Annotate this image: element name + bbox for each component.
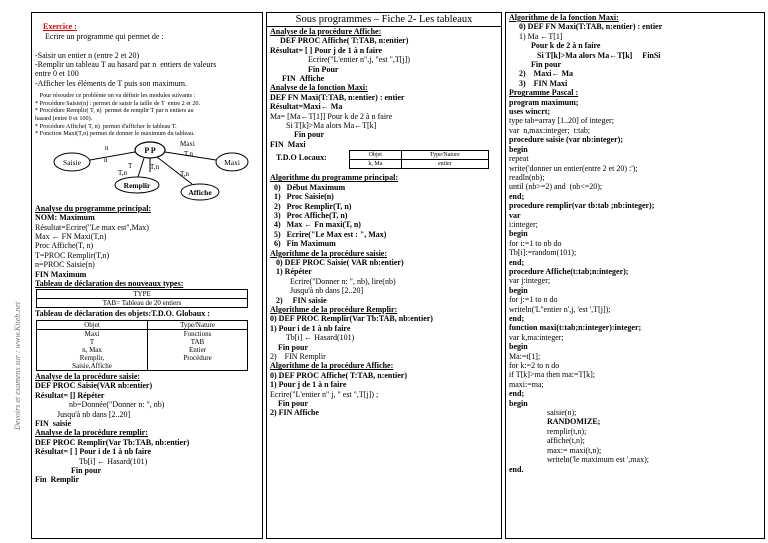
pascal-line-9: program maximum; bbox=[509, 97, 579, 107]
algo-line-24: Fin pour bbox=[270, 399, 309, 409]
algo-line-15: 0) DEF PROC Remplir(Var Tb:TAB, nb:entier) bbox=[270, 314, 433, 324]
objects-table bbox=[36, 320, 248, 371]
algo-line-10: 1) Répéter bbox=[270, 267, 312, 277]
pascal-line-10: uses wincrt; bbox=[509, 107, 551, 117]
object-type-cell: Type/Nature bbox=[148, 320, 248, 329]
pascal-line-0: Algorithme de la fonction Maxi: bbox=[509, 13, 619, 22]
diagram-t1: T bbox=[128, 161, 133, 170]
pascal-program bbox=[506, 13, 764, 474]
algo-line-7: 6) Fin Maximum bbox=[270, 239, 336, 249]
pascal-line-6: 2) Maxi← Ma bbox=[509, 69, 573, 79]
algo-line-9: 0) DEF PROC Saisie( VAR nb:entier) bbox=[270, 257, 404, 267]
note-line-5: * Fonction Maxi(T,n) permet de donner le maximum du tableau. bbox=[35, 130, 195, 138]
pascal-line-35: begin bbox=[509, 342, 528, 352]
col2-analysis-line-9: Ma= [Ma←T[1]] Pour k de 2 à n faire bbox=[270, 111, 393, 121]
object-type-cell: Entier bbox=[148, 346, 248, 354]
col2-analysis-line-6: Analyse de la fonction Maxi: bbox=[270, 83, 368, 93]
pascal-line-40: end; bbox=[509, 389, 525, 399]
algo-line-22: 1) Pour j de 1 à n faire bbox=[270, 380, 347, 390]
analysis-line-4: Proc Affiche(T, n) bbox=[35, 241, 94, 251]
object-type-cell: Procédure bbox=[148, 354, 248, 362]
proc-analysis-line-6: Analyse de la procédure remplir: bbox=[35, 428, 148, 438]
algo-line-8: Algorithme de la procédure saisie: bbox=[270, 248, 388, 258]
pascal-line-37: for k:=2 to n do bbox=[509, 361, 560, 371]
pascal-line-3: Pour k de 2 à n faire bbox=[509, 41, 601, 51]
diagram-pp: P P bbox=[144, 145, 156, 155]
pascal-line-7: 3) FIN Maxi bbox=[509, 78, 568, 88]
diagram-maxi: Maxi bbox=[224, 157, 240, 167]
algo-line-3: 2) Proc Remplir(T, n) bbox=[270, 201, 352, 211]
types-table bbox=[36, 289, 248, 308]
col2-analysis-line-12: FIN Maxi bbox=[270, 139, 306, 149]
note-line-4: * Procédure Affiche( T, n) permet d'afficher le tableau T. bbox=[35, 122, 177, 130]
diagram-maxi-top: Maxi bbox=[180, 139, 195, 148]
algo-line-2: 1) Proc Saisie(n) bbox=[270, 192, 334, 202]
proc-analysis-line-10: Fin pour bbox=[35, 465, 102, 475]
diagram-n1: n bbox=[105, 143, 109, 152]
pascal-line-4: Si T[k]>Ma alors Ma←T[k] FinSi bbox=[509, 50, 661, 60]
objects-row bbox=[37, 354, 248, 362]
pascal-line-22: i:integer; bbox=[509, 219, 538, 229]
pascal-line-39: maxi:=ma; bbox=[509, 379, 544, 389]
proc-analysis-line-2: Résultat= [] Répéter bbox=[35, 390, 105, 400]
analysis-line-7: FIN Maximum bbox=[35, 269, 87, 279]
pascal-line-27: procedure Affiche(t:tab;n:integer); bbox=[509, 266, 629, 276]
exercise-heading bbox=[32, 13, 262, 51]
pascal-line-31: writeln('L''entier n',j, 'est ',T[j]); bbox=[509, 304, 611, 314]
pascal-line-33: function maxi(t:tab;n:integer):integer; bbox=[509, 323, 642, 333]
analysis-line-3: Max ← FN Maxi(T,n) bbox=[35, 232, 107, 242]
diagram-affiche: Affiche bbox=[188, 187, 212, 197]
main-program-analysis bbox=[32, 204, 262, 289]
algo-line-6: 5) Ecrire("Le Max est : ", Max) bbox=[270, 229, 387, 239]
algo-line-12: Jusqu'à nb dans [2..20] bbox=[270, 286, 364, 296]
tdo-r0: k, Ma bbox=[350, 160, 402, 169]
pascal-line-17: readln(nb); bbox=[509, 172, 545, 182]
pascal-line-28: var j:integer; bbox=[509, 276, 551, 286]
pascal-line-46: max:= maxi(t,n); bbox=[509, 445, 602, 455]
algo-line-5: 4) Max ← Fn maxi(T, n) bbox=[270, 220, 361, 230]
proc-analysis-line-3: nb=Donnée("Donner n: ", nb) bbox=[35, 400, 165, 410]
exercise-lines bbox=[32, 51, 262, 89]
tdo-locaux bbox=[267, 149, 501, 169]
algo-line-23: Ecrire("L'entier n" j, " est ",T[j]) ; bbox=[270, 389, 379, 399]
proc-analysis-line-8: Résultat= [ ] Pour i de 1 à nb faire bbox=[35, 447, 152, 457]
exercise-line-3: entre 0 et 100 bbox=[35, 69, 79, 79]
exercise-line-0: Ecrire un programme qui permet de : bbox=[43, 31, 164, 41]
algo-line-4: 3) Proc Affiche(T, n) bbox=[270, 210, 348, 220]
pascal-line-47: writeln('le maximum est ',max); bbox=[509, 455, 649, 465]
pascal-line-43: RANDOMIZE; bbox=[509, 417, 601, 427]
object-type-cell bbox=[148, 362, 248, 371]
procedures-analysis bbox=[32, 372, 262, 485]
pascal-line-5: Fin pour bbox=[509, 60, 562, 70]
column-2 bbox=[266, 12, 502, 539]
diagram-tn4: T,n bbox=[180, 169, 190, 178]
algo-line-17: Tb[i] ← Hasard(101) bbox=[270, 333, 355, 343]
pascal-line-1: 0) DEF FN Maxi(T:TAB, n:entier) : entier bbox=[509, 22, 663, 32]
analysis-line-6: n=PROC Saisie(n) bbox=[35, 260, 95, 270]
pascal-line-8: Programme Pascal : bbox=[509, 88, 579, 98]
analysis-line-5: T=PROC Remplir(T,n) bbox=[35, 250, 110, 260]
proc-analysis-line-7: DEF PROC Remplir(Var Tb:TAB, nb:entier) bbox=[35, 437, 190, 447]
object-name-cell: n, Max bbox=[37, 346, 148, 354]
types-header: TYPE bbox=[37, 290, 248, 299]
objects-row bbox=[37, 320, 248, 329]
diagram-saisie: Saisie bbox=[63, 157, 81, 167]
diagram-tn1: T,n bbox=[184, 149, 194, 158]
col2-analysis-line-2: Résultat= [ ] Pour j de 1 à n faire bbox=[270, 45, 383, 55]
pascal-line-25: Tb[i]:=random(101); bbox=[509, 248, 577, 258]
proc-analysis-line-0: Analyse de la procédure saisie: bbox=[35, 371, 141, 381]
objects-row bbox=[37, 362, 248, 371]
object-name-cell: Saisie,Affiche bbox=[37, 362, 148, 371]
pascal-line-42: saisie(n); bbox=[509, 408, 577, 418]
note-line-0: Pour résoudre ce problème on va définir les modules suivants : bbox=[35, 92, 196, 100]
object-name-cell: T bbox=[37, 338, 148, 346]
diagram-tn2: T,n bbox=[150, 162, 160, 171]
object-name-cell: Maxi bbox=[37, 329, 148, 338]
analysis-line-8: Tableau de déclaration des nouveaux types: bbox=[35, 279, 184, 289]
col2-analysis-line-0: Analyse de la procédure Affiche: bbox=[270, 27, 382, 36]
col2-analysis-line-3: Ecrire("L'entier n",j, "est ",T[j]) bbox=[270, 55, 411, 65]
algo-line-13: 2) FIN saisie bbox=[270, 295, 327, 305]
algo-line-19: 2) FIN Remplir bbox=[270, 352, 326, 361]
pascal-line-12: var n,max:integer; t:tab; bbox=[509, 125, 591, 135]
algo-line-16: 1) Pour i de 1 à nb faire bbox=[270, 323, 351, 333]
column-1 bbox=[31, 12, 263, 539]
algorithms bbox=[267, 173, 501, 418]
algo-line-18: Fin pour bbox=[270, 342, 309, 352]
object-name-cell: Remplir, bbox=[37, 354, 148, 362]
pascal-line-11: type tab=array [1..20] of integer; bbox=[509, 116, 614, 126]
watermark-text: Devoirs et examens sur : www.Kiteb.net bbox=[13, 301, 22, 430]
pascal-line-45: affiche(t,n); bbox=[509, 436, 585, 446]
pascal-line-16: write('donner un entier(entre 2 et 20) :'); bbox=[509, 163, 638, 173]
pascal-line-32: end; bbox=[509, 314, 525, 323]
tdo-h0: Objet bbox=[350, 151, 402, 160]
diagram-remplir: Remplir bbox=[123, 180, 151, 190]
analysis-line-0: Analyse du programme principal: bbox=[35, 203, 152, 213]
pascal-line-48: end. bbox=[509, 464, 524, 474]
diagram-n2: n bbox=[104, 155, 108, 164]
proc-analysis-line-4: Jusqu'à nb dans [2..20] bbox=[35, 409, 131, 419]
col2-analysis-line-4: Fin Pour bbox=[270, 64, 339, 74]
objects-title: Tableau de déclaration des objets:T.D.O. Globaux : bbox=[35, 309, 210, 319]
proc-analysis-line-1: DEF PROC Saisie(VAR nb:entier) bbox=[35, 381, 153, 391]
exercise-label: Exercice : bbox=[43, 22, 77, 32]
pascal-line-18: until (nb>=2) and (nb<=20); bbox=[509, 182, 603, 192]
algo-line-1: 0) Début Maximum bbox=[270, 182, 346, 192]
col2-analysis-line-11: Fin pour bbox=[270, 130, 325, 140]
pascal-line-15: repeat bbox=[509, 154, 529, 164]
diagram-tn3: T,n bbox=[118, 168, 128, 177]
pascal-line-21: var bbox=[509, 210, 521, 220]
algo-line-11: Ecrire("Donner n: ", nb), lire(nb) bbox=[270, 276, 396, 286]
proc-analysis-line-9: Tb[i] ← Hasard(101) bbox=[35, 456, 148, 466]
analysis-line-1: NOM: Maximum bbox=[35, 213, 95, 223]
page-title: Sous programmes – Fiche 2- Les tableaux bbox=[267, 13, 501, 27]
pascal-line-24: for i:=1 to nb do bbox=[509, 238, 562, 248]
objects-row bbox=[37, 338, 248, 346]
pascal-line-34: var k,ma:integer; bbox=[509, 332, 564, 342]
col2-analysis-line-5: FIN Affiche bbox=[270, 74, 325, 84]
col2-analysis-line-1: DEF PROC Affiche( T:TAB, n:entier) bbox=[270, 36, 409, 46]
diagram-svg bbox=[32, 140, 262, 202]
objects-row bbox=[37, 329, 248, 338]
col2-analysis-line-7: DEF FN Maxi(T:TAB, n:entier) : entier bbox=[270, 92, 405, 102]
pascal-line-19: end; bbox=[509, 191, 525, 201]
watermark bbox=[2, 180, 22, 430]
proc-analysis-line-11: Fin Remplir bbox=[35, 475, 79, 485]
types-row: TAB= Tableau de 20 entiers bbox=[37, 299, 248, 308]
note-line-1: * Procédure Saisie(n) : permet de saisir la taille de T entre 2 et 20. bbox=[35, 99, 201, 107]
col2-analysis-line-8: Résultat=Maxi← Ma bbox=[270, 102, 343, 112]
pascal-line-13: procedure saisie (var nb:integer); bbox=[509, 135, 623, 145]
exercise-line-4: -Afficher les éléments de T puis son maximum. bbox=[35, 78, 187, 88]
pascal-line-2: 1) Ma ←T[1] bbox=[509, 31, 563, 41]
algo-line-14: Algorithme de la procédure Remplir: bbox=[270, 304, 398, 314]
algo-line-0: Algorithme du programme principal: bbox=[270, 173, 399, 183]
note-line-2: * Procédure Remplir( T, n) permet de remplir T par n entiers au bbox=[35, 107, 194, 115]
exercise-line-1: -Saisir un entier n (entre 2 et 20) bbox=[35, 50, 140, 60]
object-type-cell: Fonctions bbox=[148, 329, 248, 338]
algo-line-20: Algorithme de la procédure Affiche: bbox=[270, 361, 394, 371]
objects-row bbox=[37, 346, 248, 354]
tdo-r1: entier bbox=[401, 160, 488, 169]
pascal-line-38: if T[k]>ma then ma:=T[k]; bbox=[509, 370, 595, 380]
pascal-line-36: Ma:=t[1]; bbox=[509, 351, 541, 361]
pascal-line-26: end; bbox=[509, 257, 525, 267]
algo-line-21: 0) DEF PROC Affiche( T:TAB, n:entier) bbox=[270, 370, 408, 380]
col2-analysis-line-10: Si T[k]>Ma alors Ma←T[k] bbox=[270, 121, 377, 131]
analysis-line-2: Résultat=Ecrire("Le max est",Max) bbox=[35, 222, 149, 232]
pascal-line-29: begin bbox=[509, 285, 528, 295]
pascal-line-14: begin bbox=[509, 144, 528, 154]
pascal-line-44: remplir(t,n); bbox=[509, 426, 587, 436]
tdo-h1: Type/Nature bbox=[401, 151, 488, 160]
affiche-maxi-analysis bbox=[267, 27, 501, 149]
tdo-table bbox=[349, 150, 489, 169]
object-type-cell: TAB bbox=[148, 338, 248, 346]
pascal-line-23: begin bbox=[509, 229, 528, 239]
pascal-line-20: procedure remplir(var tb:tab ;nb:integer); bbox=[509, 201, 655, 211]
tdo-label: T.D.O Locaux: bbox=[276, 153, 327, 163]
pascal-line-41: begin bbox=[509, 398, 528, 408]
proc-analysis-line-5: FIN saisie bbox=[35, 418, 71, 428]
note-line-3: hasard (entre 0 et 100). bbox=[35, 115, 93, 123]
module-diagram bbox=[32, 140, 262, 202]
algo-line-25: 2) FIN Affiche bbox=[270, 408, 319, 418]
module-notes bbox=[32, 92, 262, 138]
exercise-line-2: -Remplir un tableau T au hasard par n entiers de valeurs bbox=[35, 60, 217, 70]
column-3 bbox=[505, 12, 765, 539]
object-name-cell: Objet bbox=[37, 320, 148, 329]
pascal-line-30: for j:=1 to n do bbox=[509, 295, 558, 305]
